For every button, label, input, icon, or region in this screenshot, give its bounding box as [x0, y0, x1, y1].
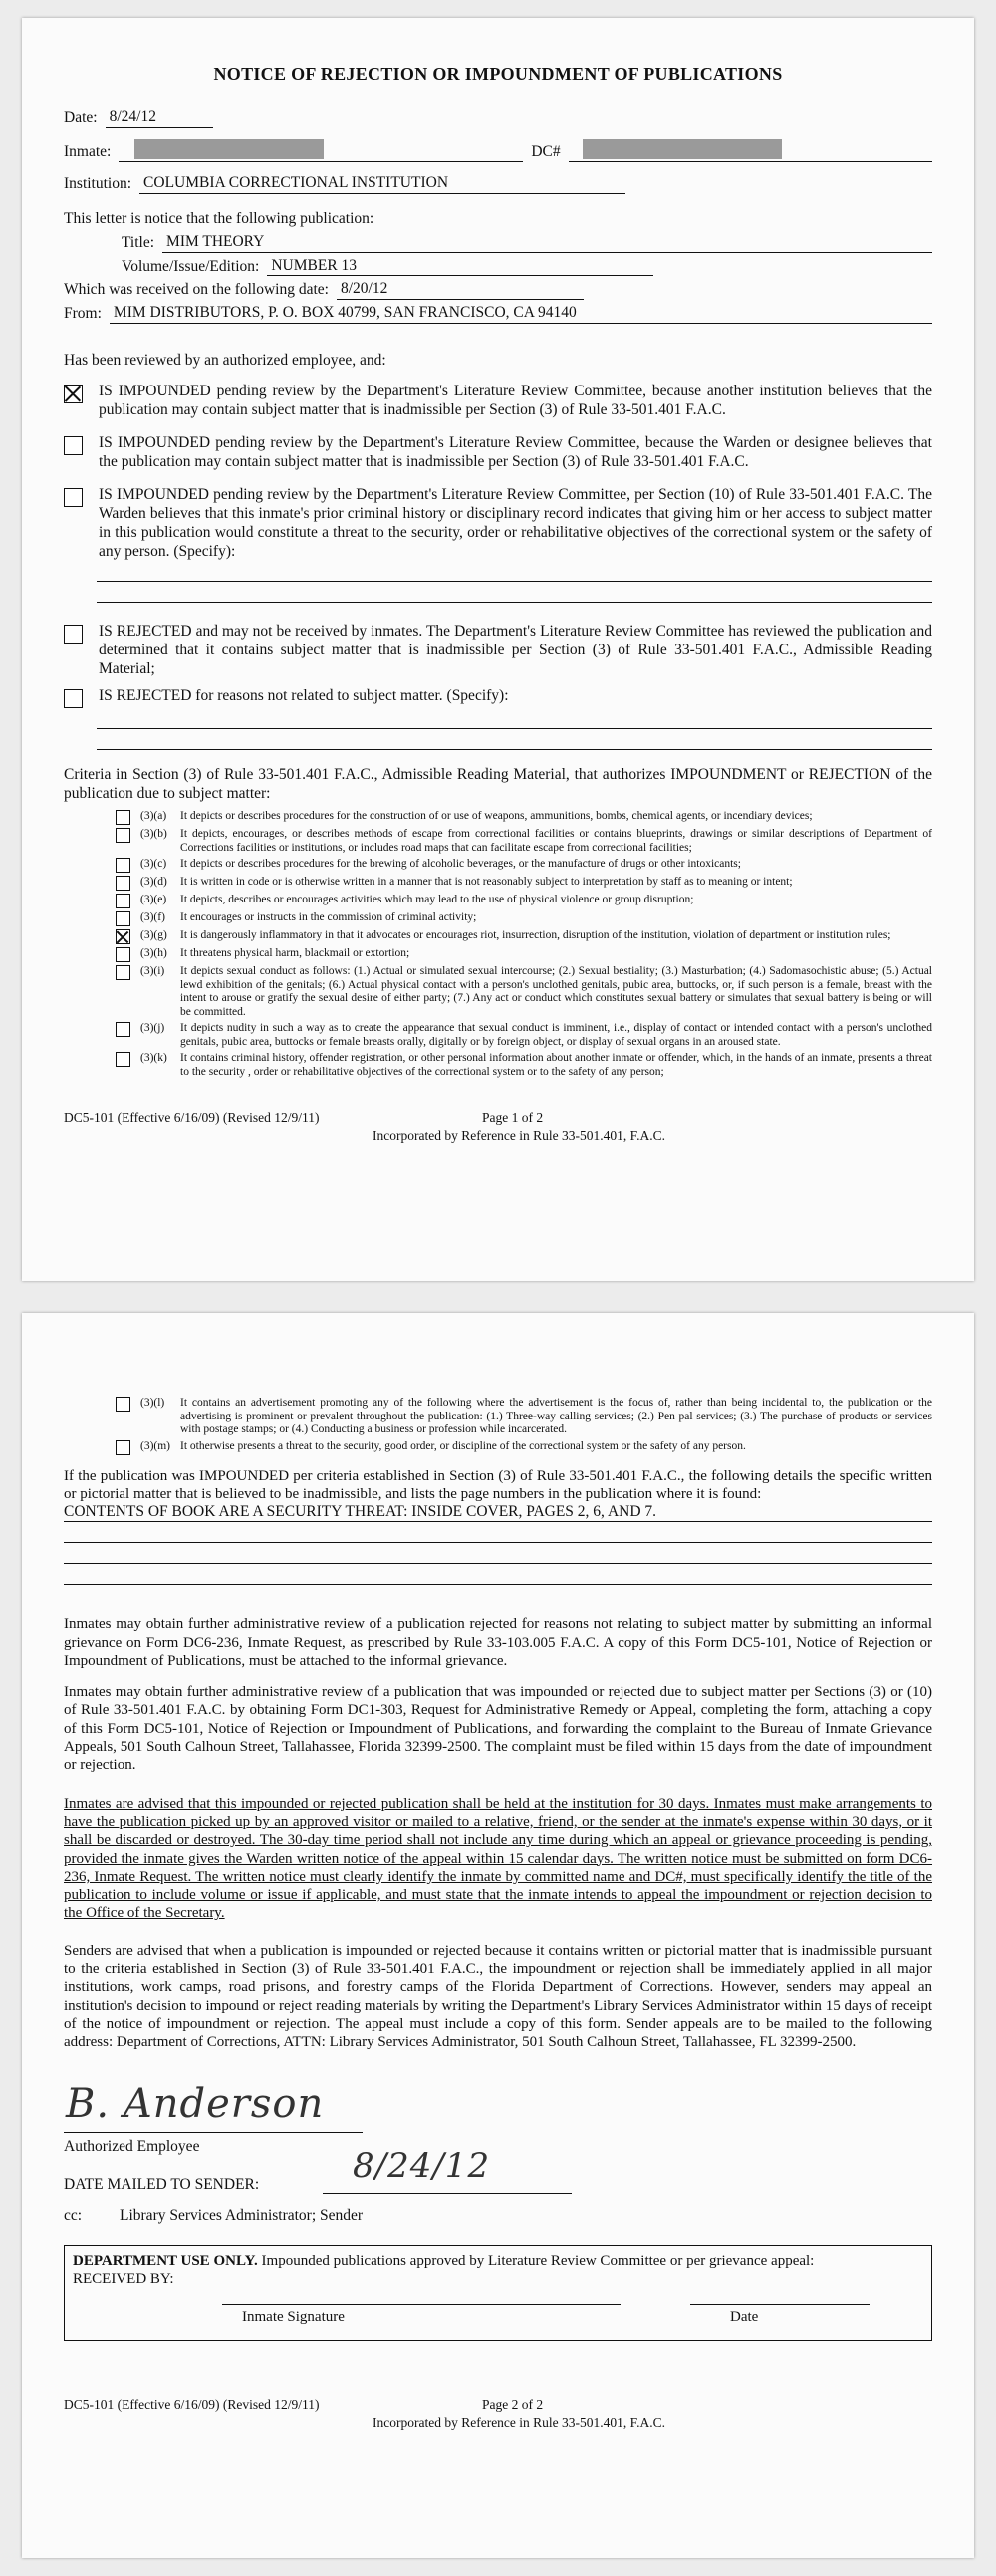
form-id: DC5-101 (Effective 6/16/09) (Revised 12/9/11): [64, 2397, 320, 2413]
criterion-code: (3)(j): [140, 1022, 165, 1035]
criteria-list: [116, 810, 932, 1080]
option-text: IS IMPOUNDED pending review by the Department's Literature Review Committee, because another institution believes that the publication may contain subject matter that is inadmissible per Section (3) of Rule 33-501.401 F.A.C.: [99, 383, 932, 419]
criterion-3e: [116, 894, 932, 908]
volume-value: NUMBER 13: [267, 257, 653, 277]
document-title: NOTICE OF REJECTION OR IMPOUNDMENT OF PUBLICATIONS: [213, 64, 783, 84]
inmate-signature-line: [222, 2304, 621, 2305]
para-rejected-review: Inmates may obtain further administrative review of a publication rejected for reasons not relating to subject matter by submitting an informal grievance on Form DC6-236, Inmate Request, as prescribed by Rule 33-103.005 F.A.C. A copy of this Form DC5-101, Notice of Rejection or Impoundment of Publications, must be attached to the informal grievance.: [64, 1616, 932, 1669]
institution-value: COLUMBIA CORRECTIONAL INSTITUTION: [139, 174, 625, 194]
checkbox[interactable]: [64, 436, 83, 455]
signature-block: [64, 2080, 932, 2229]
criterion-3b: [116, 828, 932, 855]
checkbox-checked[interactable]: [116, 929, 130, 944]
checkbox[interactable]: [64, 488, 83, 507]
checkbox[interactable]: [64, 625, 83, 644]
reviewed-text: Has been reviewed by an authorized employee, and:: [64, 352, 386, 370]
para-publication-held: Inmates are advised that this impounded or rejected publication shall be held at the institution for 30 days. Inmates must make arrangements to have the publication picked up by an approved visitor or mailed to a relative, friend, or the sender at the inmate's expense within 30 days, or it shall be discarded or destroyed. The 30-day time period shall not include any time during which an appeal or grievance proceeding is pending, provided the inmate gives the Warden written notice of the appeal within 15 calendar days. The written notice must be submitted on form DC6-236, Inmate Request. The written notice must clearly identify the inmate by committed name and DC#, must specifically identify the title of the publication to include volume or issue if applicable, and must state that the inmate intends to appeal the impoundment or rejection decision to the Office of the Secretary.: [64, 1795, 932, 1922]
criterion-3m: [116, 1440, 932, 1455]
volume-label: Volume/Issue/Edition:: [122, 257, 260, 275]
received-date-label: Which was received on the following date:: [64, 281, 329, 299]
signature-line: [64, 2132, 363, 2133]
page-footer: [64, 1110, 932, 1150]
checkbox[interactable]: [64, 689, 83, 708]
checkbox[interactable]: [116, 828, 130, 843]
cc-value: Library Services Administrator; Sender: [120, 2206, 364, 2224]
department-use-only-box: [64, 2245, 932, 2342]
received-date-value: 8/20/12: [337, 280, 584, 300]
date-line: [690, 2304, 870, 2305]
date-mailed-label: DATE MAILED TO SENDER:: [64, 2175, 260, 2192]
form-id: DC5-101 (Effective 6/16/09) (Revised 12/9/11): [64, 1109, 320, 1125]
criterion-text: It depicts nudity in such a way as to create the appearance that sexual conduct is imminent, i.e., display of contact or intended contact with a person's unclothed genitals, pubic area, buttocks or female breasts orally, digitally or by foreign object, or display of sexual organs in an aroused state.: [180, 1022, 932, 1048]
option-rejected-other: [64, 687, 932, 708]
criterion-3k: [116, 1052, 932, 1079]
blank-line: [64, 1522, 932, 1543]
institution-label: Institution:: [64, 174, 132, 192]
criterion-code: (3)(c): [140, 858, 167, 871]
criterion-code: (3)(h): [140, 947, 167, 960]
criterion-3j: [116, 1022, 932, 1049]
criterion-text: It depicts, encourages, or describes methods of escape from correctional facilities or contains blueprints, drawings or similar descriptions of Department of Corrections facilities or institutions, or includes road maps that can facilitate escape from correctional facilities;: [180, 827, 932, 854]
document-page-2: [22, 1313, 974, 2558]
criterion-3c: [116, 858, 932, 873]
criterion-code: (3)(f): [140, 911, 165, 924]
inmate-signature-label: Inmate Signature: [242, 2309, 345, 2326]
criterion-code: (3)(d): [140, 876, 167, 889]
criterion-3d: [116, 876, 932, 891]
criterion-text: It contains an advertisement promoting any of the following where the advertisement is the focus of, rather than being incidental to, the publication or the advertising is prominent or prevalent throughout the publication: (1.) Three-way calling services; (2.) Pen pal services; (3.) The purchase of products or services with postage stamps; or (4.) Conducting a business or profession while incarcerated.: [180, 1397, 932, 1436]
incorporated-by-reference: Incorporated by Reference in Rule 33-501.401, F.A.C.: [373, 2415, 665, 2431]
specify-lines: [97, 561, 932, 603]
publication-title-value: MIM THEORY: [162, 233, 932, 253]
from-label: From:: [64, 305, 102, 323]
date-label: Date:: [64, 108, 98, 126]
blank-line: [97, 729, 932, 750]
redaction-bar: [134, 139, 324, 159]
received-by-label: RECEIVED BY:: [73, 2270, 174, 2287]
checkbox[interactable]: [116, 1397, 130, 1412]
department-use-only-heading: DEPARTMENT USE ONLY.: [73, 2252, 258, 2269]
criterion-text: It is written in code or is otherwise written in a manner that is not reasonably subject to interpretation by staff as to meaning or intent;: [180, 876, 793, 889]
cc-label: cc:: [64, 2206, 83, 2224]
criterion-3l: [116, 1397, 932, 1437]
criterion-3i: [116, 965, 932, 1019]
checkbox[interactable]: [116, 1052, 130, 1067]
checkbox[interactable]: [116, 911, 130, 926]
if-impounded-text: If the publication was IMPOUNDED per criteria established in Section (3) of Rule 33-501.401 F.A.C., the following details the specific written or pictorial matter that is believed to be inadmissible, and lists the page numbers in the publication where it is found:: [64, 1467, 932, 1502]
criterion-text: It depicts or describes procedures for the construction of or use of weapons, ammunitions, bombs, chemical agents, or incendiary devices;: [180, 809, 813, 822]
criterion-code: (3)(a): [140, 809, 167, 822]
authorized-signature: B. Anderson: [66, 2080, 325, 2127]
para-senders: Senders are advised that when a publication is impounded or rejected because it contains written or pictorial matter that is inadmissible pursuant to the criteria established in Section (3) of Rule 33-501.401 F.A.C., the impoundment or rejection shall be immediately applied in all major institutions, work camps, road prisons, and forestry camps of the Florida Department of Corrections. However, senders may appeal an institution's decision to impound or reject reading materials by writing the Department's Library Services Administrator within 15 days of receipt of the notice of impoundment or rejection. The appeal must include a copy of this form. Sender appeals are to be mailed to the following address: Department of Corrections, ATTN: Library Services Administrator, 501 South Calhoun Street, Tallahassee, FL 32399-2500.: [64, 1942, 932, 2051]
dc-number-field: [569, 139, 932, 162]
blank-line: [97, 708, 932, 729]
criterion-code: (3)(i): [140, 965, 165, 978]
criterion-code: (3)(m): [140, 1439, 171, 1452]
criterion-text: It depicts, describes or encourages activities which may lead to the use of physical violence or group disruption;: [180, 894, 694, 906]
option-impounded-other-institution: [64, 383, 932, 420]
checkbox[interactable]: [116, 1440, 130, 1455]
option-text: IS IMPOUNDED pending review by the Department's Literature Review Committee, per Section (10) of Rule 33-501.401 F.A.C. The Warden believes that this inmate's prior criminal history or disciplinary record indicates that giving him or her access to subject matter in this publication would constitute a threat to the security, order or rehabilitative objectives of the correctional system or the safety of any person. (Specify):: [99, 485, 932, 560]
document-page-1: [22, 18, 974, 1281]
criterion-text: It depicts sexual conduct as follows: (1.) Actual or simulated sexual intercourse; (2.) Sexual bestiality; (3.) Masturbation; (4.) Sadomasochistic abuse; (5.) Actual lewd exhibition of the genitals; (6.) Actual physical contact with a person's unclothed genitals, pubic area, buttocks, or, if such person is a female, breast with the intent to arouse or gratify the sexual desire of either party; (7.) Any act or conduct which constitutes sexual battery or simulates that sexual battery is being or will be committed.: [180, 965, 932, 1018]
checkbox[interactable]: [116, 858, 130, 873]
date-mailed-value: 8/24/12: [353, 2145, 491, 2186]
criterion-code: (3)(g): [140, 929, 167, 942]
department-use-only-text: Impounded publications approved by Literature Review Committee or per grievance appeal:: [261, 2252, 815, 2269]
criterion-3a: [116, 810, 932, 825]
criterion-text: It encourages or instructs in the commission of criminal activity;: [180, 911, 477, 924]
dc-number-label: DC#: [531, 142, 561, 160]
checkbox[interactable]: [116, 965, 130, 980]
incorporated-by-reference: Incorporated by Reference in Rule 33-501.401, F.A.C.: [373, 1127, 665, 1143]
inadmissible-details-value: CONTENTS OF BOOK ARE A SECURITY THREAT: INSIDE COVER, PAGES 2, 6, AND 7.: [64, 1503, 932, 1522]
option-impounded-warden: [64, 434, 932, 472]
option-impounded-section-10: [64, 486, 932, 562]
redaction-bar: [583, 139, 782, 159]
criteria-list-continued: [116, 1397, 932, 1455]
criterion-text: It contains criminal history, offender registration, or other personal information about another inmate or offender, which, in the hands of an inmate, presents a threat to the security , order or rehabilitative objectives of the correctional system or to the safety of any person;: [180, 1052, 932, 1079]
intro-text: This letter is notice that the following publication:: [64, 209, 374, 227]
publication-title-label: Title:: [122, 233, 155, 251]
checkbox[interactable]: [116, 876, 130, 891]
criterion-code: (3)(k): [140, 1052, 167, 1065]
criterion-text: It threatens physical harm, blackmail or extortion;: [180, 947, 410, 960]
checkbox-checked[interactable]: [64, 385, 83, 403]
checkbox[interactable]: [116, 810, 130, 825]
option-text: IS IMPOUNDED pending review by the Department's Literature Review Committee, because the Warden or designee believes that the publication may contain subject matter that is inadmissible per Section (3) of Rule 33-501.401 F.A.C.: [99, 434, 932, 470]
blank-line: [64, 1564, 932, 1585]
date-field-label: Date: [730, 2309, 759, 2326]
criterion-3h: [116, 947, 932, 962]
authorized-employee-label: Authorized Employee: [64, 2137, 200, 2155]
received-by-fields: [73, 2292, 923, 2334]
blank-line: [64, 1543, 932, 1564]
date-mailed-line: [323, 2193, 572, 2194]
from-value: MIM DISTRIBUTORS, P. O. BOX 40799, SAN FRANCISCO, CA 94140: [110, 304, 932, 324]
date-value: 8/24/12: [106, 108, 213, 128]
criterion-text: It depicts or describes procedures for the brewing of alcoholic beverages, or the manufacture of drugs or other intoxicants;: [180, 858, 741, 871]
inmate-label: Inmate:: [64, 142, 112, 160]
blank-line: [97, 561, 932, 582]
option-rejected-subject-matter: [64, 623, 932, 679]
option-text: IS REJECTED for reasons not related to subject matter. (Specify):: [99, 687, 509, 705]
checkbox[interactable]: [116, 1022, 130, 1037]
blank-line: [97, 582, 932, 603]
criterion-code: (3)(b): [140, 827, 167, 840]
inmate-name-field: [119, 139, 523, 162]
checkbox[interactable]: [116, 947, 130, 962]
criterion-3f: [116, 911, 932, 926]
page-number: Page 1 of 2: [482, 1109, 544, 1125]
criterion-text: It is dangerously inflammatory in that it advocates or encourages riot, insurrection, disruption of the institution, violation of department or institution rules;: [180, 929, 891, 942]
criterion-code: (3)(e): [140, 894, 167, 906]
para-impounded-review: Inmates may obtain further administrative review of a publication that was impounded or rejected due to subject matter per Sections (3) or (10) of Rule 33-501.401 F.A.C. by obtaining Form DC1-303, Request for Administrative Remedy or Appeal, completing the form, attaching a copy of this Form DC5-101, Notice of Rejection or Impoundment of Publications, and forwarding the complaint to the Bureau of Inmate Grievance Appeals, 501 South Calhoun Street, Tallahassee, Florida 32399-2500. The complaint must be filed within 15 days from the date of impoundment or rejection.: [64, 1684, 932, 1774]
checkbox[interactable]: [116, 894, 130, 908]
criterion-code: (3)(l): [140, 1397, 165, 1409]
criterion-3g: [116, 929, 932, 944]
specify-lines: [97, 708, 932, 750]
page-footer: [64, 2397, 932, 2437]
criteria-intro: Criteria in Section (3) of Rule 33-501.401 F.A.C., Admissible Reading Material, that authorizes IMPOUNDMENT or REJECTION of the publication due to subject matter:: [64, 766, 932, 803]
page-number: Page 2 of 2: [482, 2397, 544, 2413]
criterion-text: It otherwise presents a threat to the security, good order, or discipline of the correctional system or the safety of any person.: [180, 1439, 746, 1452]
option-text: IS REJECTED and may not be received by inmates. The Department's Literature Review Committee has reviewed the publication and determined that it contains subject matter that is inadmissible per Section (3) of Rule 33-501.401 F.A.C., Admissible Reading Material;: [99, 623, 932, 678]
